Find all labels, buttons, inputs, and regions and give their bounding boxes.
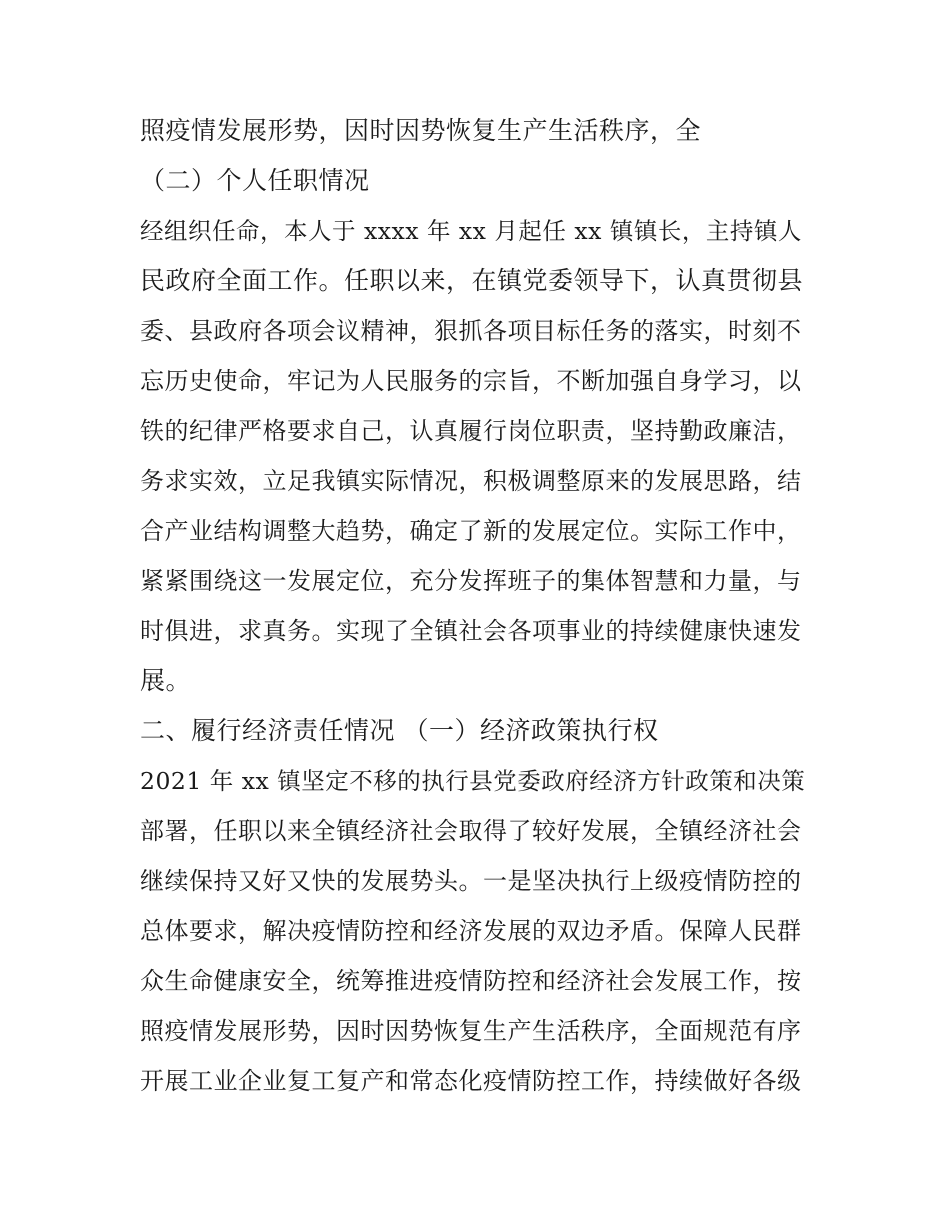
paragraph-line: 紧紧围绕这一发展定位，充分发挥班子的集体智慧和力量，与	[140, 567, 802, 595]
paragraph-line: 委、县政府各项会议精神，狠抓各项目标任务的落实，时刻不	[140, 317, 802, 345]
paragraph-line: 2021 年 xx 镇坚定不移的执行县党委政府经济方针政策和决策	[140, 767, 806, 795]
paragraph-line: 铁的纪律严格要求自己，认真履行岗位职责，坚持勤政廉洁，	[140, 417, 802, 445]
paragraph-line: 展。	[140, 666, 192, 695]
paragraph-line: 忘历史使命，牢记为人民服务的宗旨，不断加强自身学习，以	[140, 367, 802, 395]
paragraph-line: 合产业结构调整大趋势，确定了新的发展定位。实际工作中，	[140, 517, 802, 545]
paragraph-line: 总体要求，解决疫情防控和经济发展的双边矛盾。保障人民群	[140, 917, 802, 945]
paragraph-line: 部署，任职以来全镇经济社会取得了较好发展，全镇经济社会	[140, 817, 802, 845]
paragraph-line: 开展工业企业复工复产和常态化疫情防控工作，持续做好各级	[140, 1067, 802, 1095]
paragraph-line: 照疫情发展形势，因时因势恢复生产生活秩序，全面规范有序	[140, 1017, 802, 1045]
paragraph-line: 众生命健康安全，统筹推进疫情防控和经济社会发展工作，按	[140, 967, 802, 995]
section-heading: 二、履行经济责任情况 （一）经济政策执行权	[140, 716, 659, 745]
paragraph-line: 继续保持又好又快的发展势头。一是坚决执行上级疫情防控的	[140, 867, 802, 895]
paragraph-line: 经组织任命，本人于 xxxx 年 xx 月起任 xx 镇镇长，主持镇人	[140, 217, 802, 245]
paragraph-line: 务求实效，立足我镇实际情况，积极调整原来的发展思路，结	[140, 467, 802, 495]
paragraph-line: 民政府全面工作。任职以来，在镇党委领导下，认真贯彻县	[140, 266, 804, 295]
paragraph-line: 照疫情发展形势，因时因势恢复生产生活秩序，全	[140, 116, 702, 145]
paragraph-line: 时俱进，求真务。实现了全镇社会各项事业的持续健康快速发	[140, 617, 802, 645]
section-heading: （二）个人任职情况	[140, 166, 370, 195]
